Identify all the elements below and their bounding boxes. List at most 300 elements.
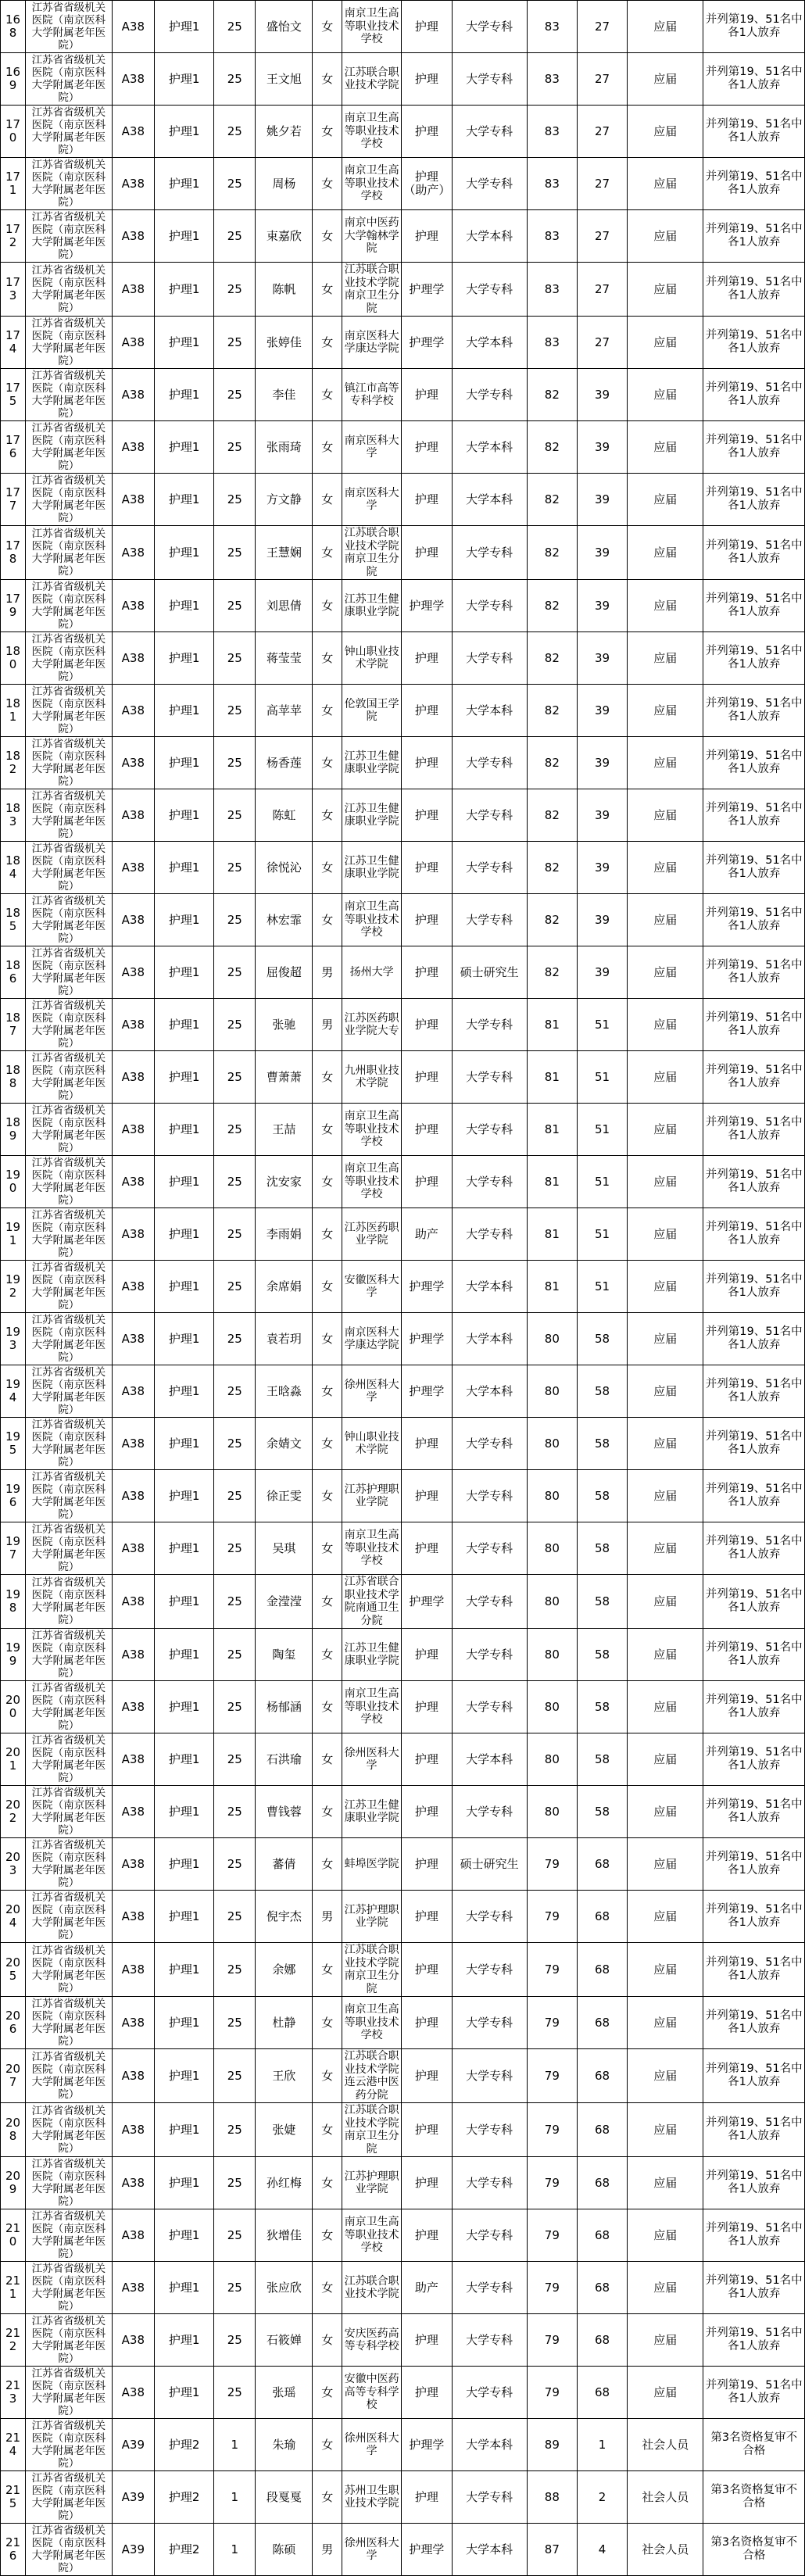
candidate-name-cell: 陈硕	[256, 2524, 313, 2576]
score-cell: 83	[527, 263, 577, 317]
quota-cell: 25	[214, 1943, 256, 1997]
row-number-cell: 170	[1, 106, 26, 158]
score-cell: 81	[527, 1051, 577, 1104]
school-cell: 徐州医科大学	[342, 1365, 402, 1418]
education-cell: 大学专科	[452, 1575, 527, 1629]
row-number-cell: 184	[1, 842, 26, 894]
school-cell: 南京卫生高等职业技术学校	[342, 1522, 402, 1575]
table-row	[1, 2367, 805, 2419]
quota-cell: 25	[214, 1261, 256, 1313]
candidate-type-cell: 应届	[628, 1575, 703, 1629]
row-number-cell: 206	[1, 1997, 26, 2049]
rank-cell: 58	[577, 1522, 627, 1575]
remark-cell: 并列第19、51名中各1人放弃	[703, 1838, 805, 1891]
remark-cell: 并列第19、51名中各1人放弃	[703, 2157, 805, 2209]
post-name-cell: 护理1	[154, 580, 213, 632]
row-number-cell: 193	[1, 1313, 26, 1365]
table-row	[1, 737, 805, 789]
score-cell: 79	[527, 2367, 577, 2419]
score-cell: 81	[527, 1208, 577, 1261]
rank-cell: 58	[577, 1681, 627, 1733]
remark-cell: 并列第19、51名中各1人放弃	[703, 474, 805, 526]
gender-cell: 女	[313, 317, 342, 369]
row-number-cell: 191	[1, 1208, 26, 1261]
candidate-type-cell: 应届	[628, 1681, 703, 1733]
table-row	[1, 1733, 805, 1786]
post-name-cell: 护理1	[154, 158, 213, 210]
candidate-name-cell: 石筱婵	[256, 2314, 313, 2367]
post-name-cell: 护理1	[154, 1470, 213, 1522]
candidate-name-cell: 张婷佳	[256, 317, 313, 369]
candidate-name-cell: 王晗淼	[256, 1365, 313, 1418]
school-cell: 南京卫生高等职业技术学校	[342, 1156, 402, 1208]
employer-cell: 江苏省省级机关医院（南京医科大学附属老年医院）	[26, 210, 113, 263]
gender-cell: 女	[313, 2209, 342, 2262]
quota-cell: 25	[214, 580, 256, 632]
post-name-cell: 护理1	[154, 2262, 213, 2314]
gender-cell: 女	[313, 737, 342, 789]
post-code-cell: A38	[112, 999, 154, 1051]
post-name-cell: 护理1	[154, 421, 213, 474]
score-cell: 89	[527, 2419, 577, 2471]
rank-cell: 68	[577, 2262, 627, 2314]
employer-cell: 江苏省省级机关医院（南京医科大学附属老年医院）	[26, 158, 113, 210]
row-number-cell: 173	[1, 263, 26, 317]
candidate-name-cell: 狄增佳	[256, 2209, 313, 2262]
education-cell: 大学专科	[452, 2157, 527, 2209]
row-number-cell: 208	[1, 2103, 26, 2157]
post-name-cell: 护理1	[154, 2049, 213, 2103]
remark-cell: 并列第19、51名中各1人放弃	[703, 685, 805, 737]
table-row	[1, 210, 805, 263]
major-cell: 护理	[402, 1681, 452, 1733]
post-code-cell: A39	[112, 2524, 154, 2576]
table-row	[1, 789, 805, 842]
quota-cell: 1	[214, 2524, 256, 2576]
candidate-type-cell: 应届	[628, 580, 703, 632]
employer-cell: 江苏省省级机关医院（南京医科大学附属老年医院）	[26, 1891, 113, 1943]
rank-cell: 39	[577, 632, 627, 685]
gender-cell: 女	[313, 789, 342, 842]
score-cell: 79	[527, 2049, 577, 2103]
remark-cell: 并列第19、51名中各1人放弃	[703, 53, 805, 106]
candidate-name-cell: 杨香莲	[256, 737, 313, 789]
remark-cell: 第3名资格复审不合格	[703, 2419, 805, 2471]
post-name-cell: 护理1	[154, 1943, 213, 1997]
post-code-cell: A38	[112, 1208, 154, 1261]
school-cell: 扬州大学	[342, 946, 402, 999]
rank-cell: 51	[577, 999, 627, 1051]
remark-cell: 并列第19、51名中各1人放弃	[703, 1104, 805, 1156]
gender-cell: 女	[313, 2049, 342, 2103]
candidate-type-cell: 应届	[628, 894, 703, 946]
post-code-cell: A38	[112, 1891, 154, 1943]
school-cell: 江苏联合职业技术学院南京卫生分院	[342, 263, 402, 317]
quota-cell: 25	[214, 369, 256, 421]
table-row	[1, 2471, 805, 2524]
row-number-cell: 199	[1, 1629, 26, 1681]
gender-cell: 女	[313, 632, 342, 685]
post-name-cell: 护理1	[154, 946, 213, 999]
candidate-type-cell: 应届	[628, 474, 703, 526]
rank-cell: 1	[577, 2419, 627, 2471]
post-code-cell: A38	[112, 210, 154, 263]
candidate-name-cell: 陶玺	[256, 1629, 313, 1681]
employer-cell: 江苏省省级机关医院（南京医科大学附属老年医院）	[26, 1733, 113, 1786]
post-name-cell: 护理1	[154, 685, 213, 737]
education-cell: 大学专科	[452, 53, 527, 106]
education-cell: 大学专科	[452, 1208, 527, 1261]
gender-cell: 男	[313, 2524, 342, 2576]
score-cell: 79	[527, 2209, 577, 2262]
candidate-name-cell: 袁若玥	[256, 1313, 313, 1365]
post-code-cell: A38	[112, 2262, 154, 2314]
remark-cell: 并列第19、51名中各1人放弃	[703, 369, 805, 421]
remark-cell: 第3名资格复审不合格	[703, 2471, 805, 2524]
score-cell: 82	[527, 789, 577, 842]
quota-cell: 25	[214, 1629, 256, 1681]
table-row	[1, 999, 805, 1051]
remark-cell: 并列第19、51名中各1人放弃	[703, 999, 805, 1051]
candidate-type-cell: 应届	[628, 210, 703, 263]
education-cell: 大学专科	[452, 1104, 527, 1156]
rank-cell: 2	[577, 2471, 627, 2524]
employer-cell: 江苏省省级机关医院（南京医科大学附属老年医院）	[26, 369, 113, 421]
education-cell: 大学专科	[452, 1681, 527, 1733]
rank-cell: 68	[577, 1997, 627, 2049]
table-row	[1, 106, 805, 158]
rank-cell: 58	[577, 1575, 627, 1629]
school-cell: 镇江市高等专科学校	[342, 369, 402, 421]
score-cell: 80	[527, 1786, 577, 1838]
employer-cell: 江苏省省级机关医院（南京医科大学附属老年医院）	[26, 580, 113, 632]
school-cell: 江苏联合职业技术学院南京卫生分院	[342, 2103, 402, 2157]
row-number-cell: 200	[1, 1681, 26, 1733]
candidate-name-cell: 张雨琦	[256, 421, 313, 474]
table-row	[1, 1997, 805, 2049]
quota-cell: 25	[214, 737, 256, 789]
table-row	[1, 1943, 805, 1997]
score-cell: 82	[527, 474, 577, 526]
education-cell: 大学专科	[452, 158, 527, 210]
major-cell: 护理	[402, 632, 452, 685]
score-cell: 82	[527, 632, 577, 685]
candidate-type-cell: 应届	[628, 2367, 703, 2419]
major-cell: 护理	[402, 526, 452, 580]
candidate-type-cell: 应届	[628, 1208, 703, 1261]
row-number-cell: 212	[1, 2314, 26, 2367]
gender-cell: 女	[313, 894, 342, 946]
employer-cell: 江苏省省级机关医院（南京医科大学附属老年医院）	[26, 2471, 113, 2524]
remark-cell: 并列第19、51名中各1人放弃	[703, 1575, 805, 1629]
table-row	[1, 1891, 805, 1943]
candidate-type-cell: 应届	[628, 2209, 703, 2262]
post-name-cell: 护理1	[154, 1208, 213, 1261]
candidate-type-cell: 应届	[628, 1838, 703, 1891]
candidate-type-cell: 应届	[628, 1786, 703, 1838]
score-cell: 80	[527, 1313, 577, 1365]
post-name-cell: 护理1	[154, 1418, 213, 1470]
candidate-name-cell: 余娜	[256, 1943, 313, 1997]
rank-cell: 68	[577, 1943, 627, 1997]
candidate-name-cell: 王喆	[256, 1104, 313, 1156]
candidate-type-cell: 社会人员	[628, 2471, 703, 2524]
quota-cell: 25	[214, 1313, 256, 1365]
score-cell: 79	[527, 2103, 577, 2157]
employer-cell: 江苏省省级机关医院（南京医科大学附属老年医院）	[26, 1104, 113, 1156]
post-name-cell: 护理1	[154, 210, 213, 263]
major-cell: 护理学	[402, 1261, 452, 1313]
candidate-type-cell: 应届	[628, 789, 703, 842]
post-name-cell: 护理1	[154, 1261, 213, 1313]
education-cell: 硕士研究生	[452, 1838, 527, 1891]
remark-cell: 并列第19、51名中各1人放弃	[703, 317, 805, 369]
employer-cell: 江苏省省级机关医院（南京医科大学附属老年医院）	[26, 632, 113, 685]
rank-cell: 58	[577, 1786, 627, 1838]
major-cell: 护理	[402, 2367, 452, 2419]
candidate-name-cell: 石洪瑜	[256, 1733, 313, 1786]
score-cell: 80	[527, 1733, 577, 1786]
employer-cell: 江苏省省级机关医院（南京医科大学附属老年医院）	[26, 526, 113, 580]
major-cell: 助产	[402, 2262, 452, 2314]
school-cell: 南京卫生高等职业技术学校	[342, 1104, 402, 1156]
major-cell: 护理	[402, 421, 452, 474]
candidate-name-cell: 张应欣	[256, 2262, 313, 2314]
remark-cell: 并列第19、51名中各1人放弃	[703, 632, 805, 685]
gender-cell: 女	[313, 1681, 342, 1733]
gender-cell: 女	[313, 1313, 342, 1365]
score-cell: 79	[527, 2262, 577, 2314]
score-cell: 79	[527, 2157, 577, 2209]
gender-cell: 女	[313, 842, 342, 894]
score-cell: 82	[527, 580, 577, 632]
post-name-cell: 护理1	[154, 737, 213, 789]
table-row	[1, 2314, 805, 2367]
post-name-cell: 护理1	[154, 369, 213, 421]
score-cell: 80	[527, 1365, 577, 1418]
post-name-cell: 护理1	[154, 1156, 213, 1208]
gender-cell: 女	[313, 1208, 342, 1261]
major-cell: 护理	[402, 685, 452, 737]
post-code-cell: A39	[112, 2419, 154, 2471]
education-cell: 大学本科	[452, 2419, 527, 2471]
score-cell: 80	[527, 1575, 577, 1629]
table-row	[1, 1313, 805, 1365]
table-row	[1, 2103, 805, 2157]
school-cell: 江苏护理职业学院	[342, 1891, 402, 1943]
quota-cell: 25	[214, 894, 256, 946]
score-cell: 82	[527, 526, 577, 580]
gender-cell: 女	[313, 2367, 342, 2419]
row-number-cell: 174	[1, 317, 26, 369]
score-cell: 79	[527, 1838, 577, 1891]
quota-cell: 25	[214, 2367, 256, 2419]
candidate-type-cell: 应届	[628, 1051, 703, 1104]
education-cell: 大学本科	[452, 2524, 527, 2576]
quota-cell: 25	[214, 1838, 256, 1891]
candidate-name-cell: 段戛戛	[256, 2471, 313, 2524]
score-cell: 82	[527, 685, 577, 737]
major-cell: 护理	[402, 1104, 452, 1156]
table-row	[1, 526, 805, 580]
score-cell: 80	[527, 1522, 577, 1575]
post-name-cell: 护理1	[154, 1891, 213, 1943]
employer-cell: 江苏省省级机关医院（南京医科大学附属老年医院）	[26, 2049, 113, 2103]
education-cell: 大学专科	[452, 1629, 527, 1681]
rank-cell: 51	[577, 1208, 627, 1261]
major-cell: 护理	[402, 1470, 452, 1522]
rank-cell: 58	[577, 1418, 627, 1470]
gender-cell: 女	[313, 1522, 342, 1575]
gender-cell: 女	[313, 1575, 342, 1629]
gender-cell: 女	[313, 580, 342, 632]
quota-cell: 25	[214, 2262, 256, 2314]
candidate-name-cell: 徐悦沁	[256, 842, 313, 894]
remark-cell: 并列第19、51名中各1人放弃	[703, 842, 805, 894]
row-number-cell: 181	[1, 685, 26, 737]
employer-cell: 江苏省省级机关医院（南京医科大学附属老年医院）	[26, 2209, 113, 2262]
post-code-cell: A38	[112, 1838, 154, 1891]
table-row	[1, 369, 805, 421]
candidate-type-cell: 应届	[628, 106, 703, 158]
school-cell: 江苏医药职业学院大专	[342, 999, 402, 1051]
candidate-name-cell: 李雨娟	[256, 1208, 313, 1261]
education-cell: 大学本科	[452, 1261, 527, 1313]
rank-cell: 51	[577, 1156, 627, 1208]
employer-cell: 江苏省省级机关医院（南京医科大学附属老年医院）	[26, 2103, 113, 2157]
gender-cell: 女	[313, 1365, 342, 1418]
post-code-cell: A38	[112, 789, 154, 842]
candidate-name-cell: 朱瑜	[256, 2419, 313, 2471]
gender-cell: 女	[313, 369, 342, 421]
row-number-cell: 177	[1, 474, 26, 526]
post-code-cell: A38	[112, 1470, 154, 1522]
table-row	[1, 1261, 805, 1313]
post-name-cell: 护理1	[154, 632, 213, 685]
remark-cell: 并列第19、51名中各1人放弃	[703, 1629, 805, 1681]
gender-cell: 女	[313, 2157, 342, 2209]
education-cell: 大学专科	[452, 632, 527, 685]
candidate-type-cell: 社会人员	[628, 2524, 703, 2576]
candidate-name-cell: 张婕	[256, 2103, 313, 2157]
school-cell: 九州职业技术学院	[342, 1051, 402, 1104]
post-code-cell: A38	[112, 737, 154, 789]
table-row	[1, 894, 805, 946]
row-number-cell: 213	[1, 2367, 26, 2419]
remark-cell: 并列第19、51名中各1人放弃	[703, 2314, 805, 2367]
remark-cell: 并列第19、51名中各1人放弃	[703, 2049, 805, 2103]
candidate-type-cell: 应届	[628, 2103, 703, 2157]
rank-cell: 68	[577, 1838, 627, 1891]
score-cell: 80	[527, 1681, 577, 1733]
candidate-type-cell: 应届	[628, 2314, 703, 2367]
quota-cell: 25	[214, 789, 256, 842]
candidate-name-cell: 余席娟	[256, 1261, 313, 1313]
school-cell: 江苏联合职业技术学院南京卫生分院	[342, 526, 402, 580]
remark-cell: 并列第19、51名中各1人放弃	[703, 263, 805, 317]
employer-cell: 江苏省省级机关医院（南京医科大学附属老年医院）	[26, 946, 113, 999]
school-cell: 徐州医科大学	[342, 2524, 402, 2576]
remark-cell: 并列第19、51名中各1人放弃	[703, 1, 805, 53]
rank-cell: 4	[577, 2524, 627, 2576]
candidate-name-cell: 刘思倩	[256, 580, 313, 632]
quota-cell: 25	[214, 842, 256, 894]
education-cell: 大学专科	[452, 1156, 527, 1208]
score-cell: 79	[527, 1943, 577, 1997]
table-row	[1, 2262, 805, 2314]
school-cell: 伦敦国王学院	[342, 685, 402, 737]
candidate-type-cell: 应届	[628, 2262, 703, 2314]
rank-cell: 27	[577, 210, 627, 263]
remark-cell: 并列第19、51名中各1人放弃	[703, 210, 805, 263]
post-code-cell: A38	[112, 1104, 154, 1156]
education-cell: 大学专科	[452, 1943, 527, 1997]
candidate-name-cell: 盛怡文	[256, 1, 313, 53]
education-cell: 大学专科	[452, 2049, 527, 2103]
remark-cell: 并列第19、51名中各1人放弃	[703, 946, 805, 999]
gender-cell: 女	[313, 1104, 342, 1156]
school-cell: 南京医科大学康达学院	[342, 317, 402, 369]
post-code-cell: A38	[112, 2367, 154, 2419]
remark-cell: 并列第19、51名中各1人放弃	[703, 1997, 805, 2049]
candidate-name-cell: 杜静	[256, 1997, 313, 2049]
score-cell: 83	[527, 106, 577, 158]
employer-cell: 江苏省省级机关医院（南京医科大学附属老年医院）	[26, 737, 113, 789]
major-cell: 护理	[402, 894, 452, 946]
remark-cell: 并列第19、51名中各1人放弃	[703, 421, 805, 474]
major-cell: 护理	[402, 369, 452, 421]
post-name-cell: 护理1	[154, 1365, 213, 1418]
major-cell: 护理	[402, 1997, 452, 2049]
employer-cell: 江苏省省级机关医院（南京医科大学附属老年医院）	[26, 421, 113, 474]
major-cell: 护理学	[402, 580, 452, 632]
post-name-cell: 护理1	[154, 1522, 213, 1575]
remark-cell: 并列第19、51名中各1人放弃	[703, 526, 805, 580]
post-code-cell: A38	[112, 1943, 154, 1997]
major-cell: 护理学	[402, 1575, 452, 1629]
post-code-cell: A38	[112, 1522, 154, 1575]
quota-cell: 25	[214, 106, 256, 158]
table-row	[1, 1418, 805, 1470]
score-cell: 82	[527, 369, 577, 421]
employer-cell: 江苏省省级机关医院（南京医科大学附属老年医院）	[26, 263, 113, 317]
table-row	[1, 685, 805, 737]
row-number-cell: 190	[1, 1156, 26, 1208]
rank-cell: 51	[577, 1051, 627, 1104]
candidate-name-cell: 王文旭	[256, 53, 313, 106]
row-number-cell: 214	[1, 2419, 26, 2471]
score-cell: 82	[527, 421, 577, 474]
major-cell: 护理	[402, 2314, 452, 2367]
table-row	[1, 317, 805, 369]
table-row	[1, 421, 805, 474]
gender-cell: 女	[313, 421, 342, 474]
candidate-type-cell: 应届	[628, 2049, 703, 2103]
employer-cell: 江苏省省级机关医院（南京医科大学附属老年医院）	[26, 1261, 113, 1313]
school-cell: 江苏卫生健康职业学院	[342, 842, 402, 894]
table-row	[1, 1051, 805, 1104]
gender-cell: 女	[313, 1261, 342, 1313]
candidate-type-cell: 应届	[628, 1943, 703, 1997]
employer-cell: 江苏省省级机关医院（南京医科大学附属老年医院）	[26, 1629, 113, 1681]
quota-cell: 25	[214, 1786, 256, 1838]
score-cell: 79	[527, 2314, 577, 2367]
quota-cell: 25	[214, 263, 256, 317]
gender-cell: 女	[313, 1156, 342, 1208]
post-code-cell: A38	[112, 946, 154, 999]
gender-cell: 女	[313, 2471, 342, 2524]
post-name-cell: 护理1	[154, 263, 213, 317]
